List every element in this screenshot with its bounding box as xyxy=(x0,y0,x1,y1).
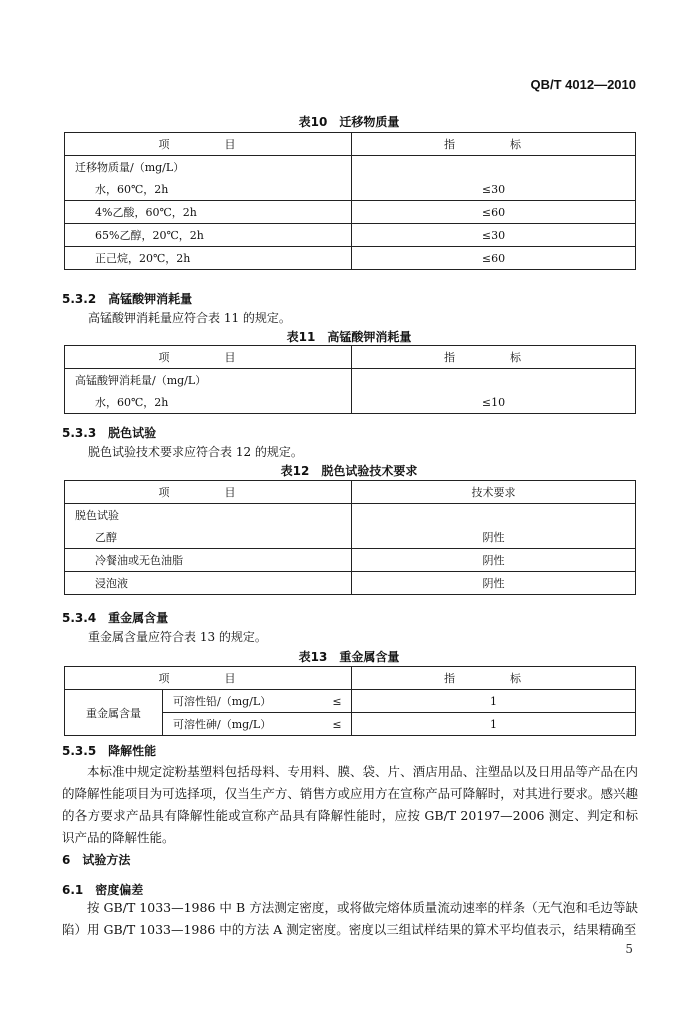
table-row xyxy=(65,572,636,595)
row-item: 乙醇 xyxy=(65,526,352,549)
row-value: 1 xyxy=(352,690,636,713)
table11 xyxy=(64,345,636,414)
row-value: ≤60 xyxy=(352,201,636,224)
section-5-3-3-text: 脱色试验技术要求应符合表 12 的规定。 xyxy=(88,445,303,459)
row-item: 可溶性铅/（mg/L） xyxy=(163,690,324,713)
section-6-1-heading: 6.1 密度偏差 xyxy=(62,883,144,897)
row-item: 水，60℃，2h xyxy=(65,178,352,201)
col-index-header: 指 标 xyxy=(352,133,636,156)
group-label: 重金属含量 xyxy=(65,690,163,736)
row-item: 高锰酸钾消耗量/（mg/L） xyxy=(65,369,352,392)
row-item: 浸泡液 xyxy=(65,572,352,595)
row-value: 阴性 xyxy=(352,549,636,572)
table-row xyxy=(65,247,636,270)
col-item-header: 项 目 xyxy=(65,667,352,690)
row-item: 脱色试验 xyxy=(65,504,352,527)
row-item: 可溶性砷/（mg/L） xyxy=(163,713,324,736)
table-row xyxy=(65,549,636,572)
table10 xyxy=(64,132,636,270)
row-value xyxy=(352,156,636,179)
table11-caption: 表11 高锰酸钾消耗量 xyxy=(286,330,412,344)
row-item: 冷餐油或无色油脂 xyxy=(65,549,352,572)
row-operator: ≤ xyxy=(323,713,352,736)
row-operator: ≤ xyxy=(323,690,352,713)
col-item-header: 项 目 xyxy=(65,133,352,156)
row-value: ≤10 xyxy=(352,391,636,414)
table-header-row xyxy=(65,133,636,156)
row-item: 4%乙酸，60℃，2h xyxy=(65,201,352,224)
table-row xyxy=(65,391,636,414)
col-item-header: 项 目 xyxy=(65,481,352,504)
table12 xyxy=(64,480,636,595)
row-value: 1 xyxy=(352,713,636,736)
section-5-3-2-text: 高锰酸钾消耗量应符合表 11 的规定。 xyxy=(88,311,291,325)
col-index-header: 指 标 xyxy=(352,667,636,690)
table-row xyxy=(65,369,636,392)
row-value: ≤60 xyxy=(352,247,636,270)
table13 xyxy=(64,666,636,736)
section-6-heading: 6 试验方法 xyxy=(62,853,131,867)
row-value xyxy=(352,504,636,527)
table12-caption: 表12 脱色试验技术要求 xyxy=(280,464,418,478)
page-number: 5 xyxy=(625,942,633,956)
table-row xyxy=(65,156,636,179)
section-5-3-3-heading: 5.3.3 脱色试验 xyxy=(62,426,157,440)
section-5-3-5-heading: 5.3.5 降解性能 xyxy=(62,744,157,758)
table-row xyxy=(65,690,636,713)
standard-code: QB/T 4012—2010 xyxy=(530,77,636,92)
section-5-3-5-text: 本标准中规定淀粉基塑料包括母料、专用料、膜、袋、片、酒店用品、注塑品以及日用品等产品在内的降解性能项目为可选择项，仅当生产方、销售方或应用方在宣称产品可降解时，对其进行要求。感兴趣的各方要求产品具有降解性能或宣称产品具有降解性能时，应按 GB/T 20197—2006 测定、判定和标识产品的降解性能。 xyxy=(62,764,638,845)
row-value: 阴性 xyxy=(352,526,636,549)
row-value xyxy=(352,369,636,392)
table-row xyxy=(65,201,636,224)
row-item: 65%乙醇，20℃，2h xyxy=(65,224,352,247)
col-index-header: 技术要求 xyxy=(352,481,636,504)
section-5-3-2-heading: 5.3.2 高锰酸钾消耗量 xyxy=(62,292,193,306)
table-header-row xyxy=(65,667,636,690)
row-item: 水，60℃，2h xyxy=(65,391,352,414)
table-header-row xyxy=(65,346,636,369)
col-item-header: 项 目 xyxy=(65,346,352,369)
table-row xyxy=(65,224,636,247)
table-row xyxy=(65,504,636,527)
table-header-row xyxy=(65,481,636,504)
table-row xyxy=(65,178,636,201)
section-5-3-4-text: 重金属含量应符合表 13 的规定。 xyxy=(88,630,267,644)
row-item: 正己烷，20℃，2h xyxy=(65,247,352,270)
col-index-header: 指 标 xyxy=(352,346,636,369)
table-row xyxy=(65,526,636,549)
table10-caption: 表10 迁移物质量 xyxy=(298,115,400,129)
section-5-3-4-heading: 5.3.4 重金属含量 xyxy=(62,611,169,625)
row-value: ≤30 xyxy=(352,224,636,247)
table13-caption: 表13 重金属含量 xyxy=(298,650,400,664)
row-item: 迁移物质量/（mg/L） xyxy=(65,156,352,179)
row-value: ≤30 xyxy=(352,178,636,201)
section-6-1-text: 按 GB/T 1033—1986 中 B 方法测定密度，或将做完熔体质量流动速率的样条（无气泡和毛边等缺陷）用 GB/T 1033—1986 中的方法 A 测定密度。密度以三组试样结果的算术平均值表示，结果精确至 xyxy=(62,900,638,937)
row-value: 阴性 xyxy=(352,572,636,595)
